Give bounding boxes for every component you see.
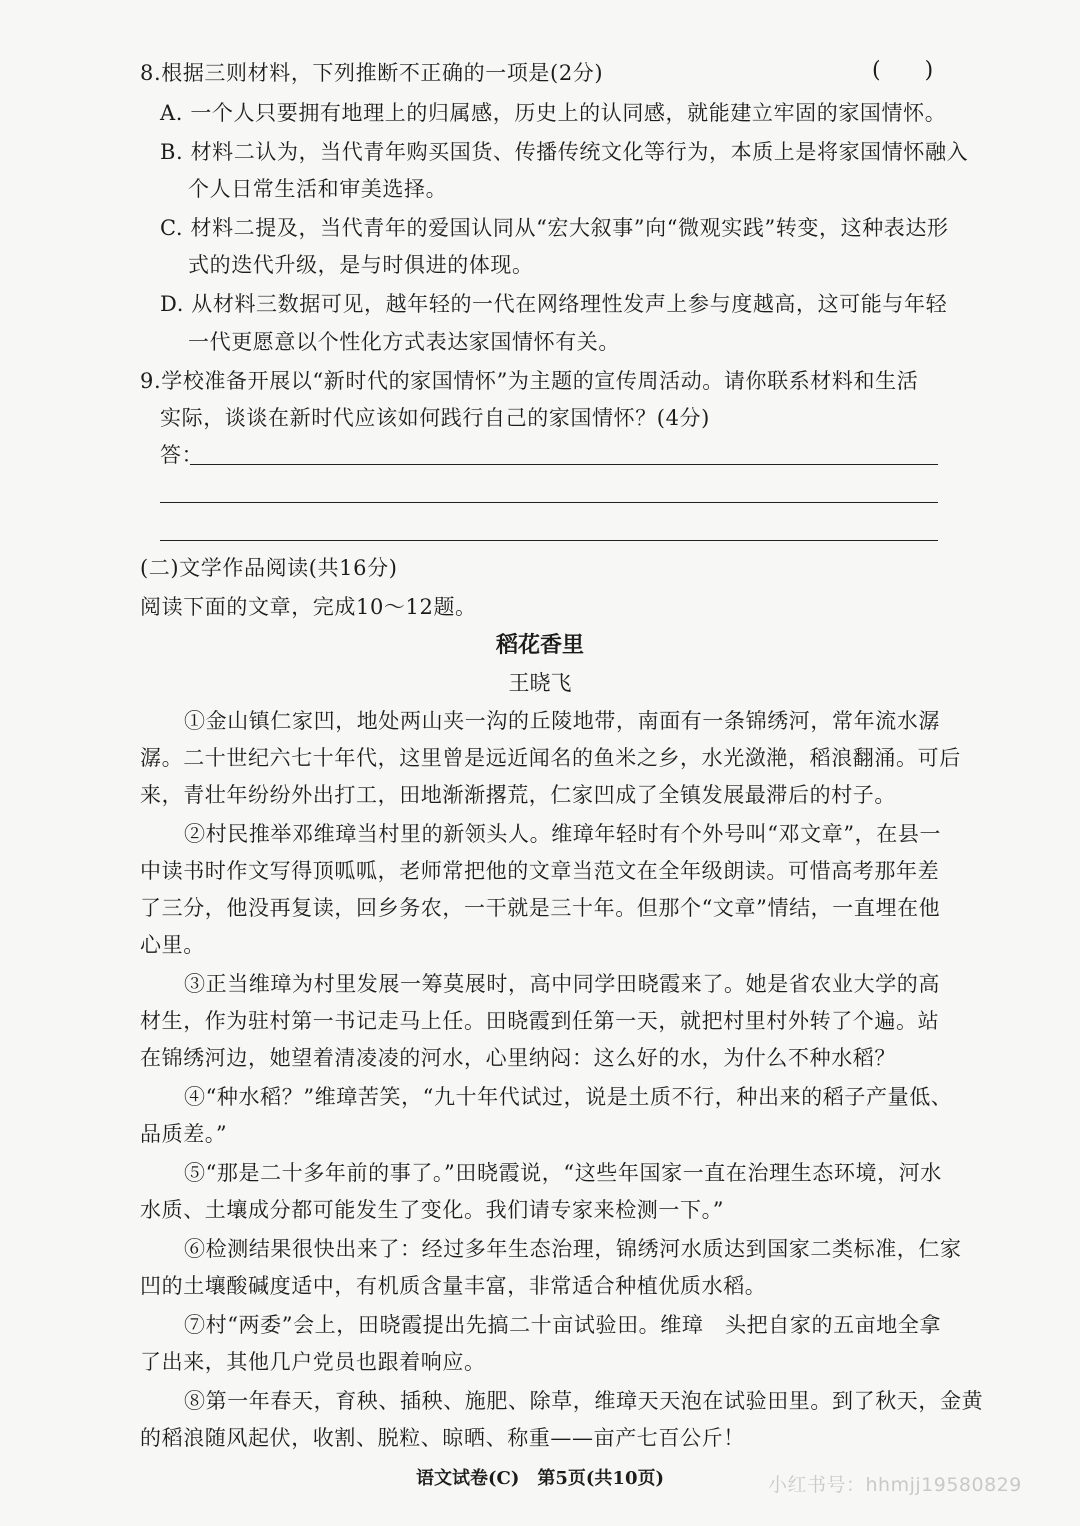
page-footer: 语文试卷(C) 第5页(共10页) <box>416 1468 664 1489</box>
q9-stem-line1: 9.学校准备开展以“新时代的家国情怀”为主题的宣传周活动。请你联系材料和生活 <box>140 369 919 393</box>
article-line: 了出来，其他几户党员也跟着响应。 <box>140 1350 486 1374</box>
answer-line-1[interactable] <box>190 464 938 465</box>
article-line: 水质、土壤成分都可能发生了变化。我们请专家来检测一下。” <box>140 1198 725 1222</box>
q8-option-d-line2: 一代更愿意以个性化方式表达家国情怀有关。 <box>188 330 620 354</box>
article-line: ①金山镇仁家凹，地处两山夹一沟的丘陵地带，南面有一条锦绣河，常年流水潺 <box>184 709 940 733</box>
article-line: ⑦村“两委”会上，田晓霞提出先搞二十亩试验田。维璋 头把自家的五亩地全拿 <box>184 1313 942 1337</box>
q8-option-b-line2: 个人日常生活和审美选择。 <box>188 177 448 201</box>
article-line: 品质差。” <box>140 1122 228 1146</box>
answer-bracket: ( ) <box>872 58 934 83</box>
q9-stem-line2: 实际，谈谈在新时代应该如何践行自己的家国情怀？(4分) <box>160 406 710 430</box>
q8-option-c-line2: 式的迭代升级，是与时俱进的体现。 <box>188 253 534 277</box>
article-line: 凹的土壤酸碱度适中，有机质含量丰富，非常适合种植优质水稻。 <box>140 1274 767 1298</box>
article-line: 材生，作为驻村第一书记走马上任。田晓霞到任第一天，就把村里村外转了个遍。站 <box>140 1009 940 1033</box>
article-line: 在锦绣河边，她望着清凌凌的河水，心里纳闷：这么好的水，为什么不种水稻？ <box>140 1046 896 1070</box>
article-author: 王晓飞 <box>508 671 572 695</box>
article-line: ④“种水稻？”维璋苦笑，“九十年代试过，说是土质不行，种出来的稻子产量低、 <box>184 1085 953 1109</box>
watermark: 小红书号：hhmjj19580829 <box>768 1474 1022 1496</box>
article-title: 稻花香里 <box>495 632 584 658</box>
article-line: 来，青壮年纷纷外出打工，田地渐渐撂荒，仁家凹成了全镇发展最滞后的村子。 <box>140 783 896 807</box>
q8-option-b-line1: B. 材料二认为，当代青年购买国货、传播传统文化等行为，本质上是将家国情怀融入 <box>160 140 969 164</box>
article-line: ⑤“那是二十多年前的事了。”田晓霞说，“这些年国家一直在治理生态环境，河水 <box>184 1161 942 1185</box>
section-instruction: 阅读下面的文章，完成10～12题。 <box>140 595 477 619</box>
article-line: 心里。 <box>140 933 205 957</box>
answer-line-3[interactable] <box>160 540 938 541</box>
article-line: 的稻浪随风起伏，收割、脱粒、晾晒、称重——亩产七百公斤！ <box>140 1426 745 1450</box>
answer-line-2[interactable] <box>160 502 938 503</box>
q8-stem: 8.根据三则材料，下列推断不正确的一项是(2分) <box>140 61 604 85</box>
article-line: 中读书时作文写得顶呱呱，老师常把他的文章当范文在全年级朗读。可惜高考那年差 <box>140 859 940 883</box>
article-line: 潺。二十世纪六七十年代，这里曾是远近闻名的鱼米之乡，水光潋滟，稻浪翻涌。可后 <box>140 746 961 770</box>
answer-label: 答： <box>160 443 204 467</box>
article-line: ②村民推举邓维璋当村里的新领头人。维璋年轻时有个外号叫“邓文章”，在县一 <box>184 822 942 846</box>
article-line: 了三分，他没再复读，回乡务农，一干就是三十年。但那个“文章”情结，一直埋在他 <box>140 896 941 920</box>
article-line: ⑥检测结果很快出来了：经过多年生态治理，锦绣河水质达到国家二类标准，仁家 <box>184 1237 962 1261</box>
q8-option-c-line1: C. 材料二提及，当代青年的爱国认同从“宏大叙事”向“微观实践”转变，这种表达形 <box>160 216 949 240</box>
q8-option-a: A. 一个人只要拥有地理上的归属感，历史上的认同感，就能建立牢固的家国情怀。 <box>160 101 947 125</box>
article-line: ③正当维璋为村里发展一筹莫展时，高中同学田晓霞来了。她是省农业大学的高 <box>184 972 940 996</box>
section-heading: (二)文学作品阅读(共16分) <box>140 556 398 580</box>
article-line: ⑧第一年春天，育秧、插秧、施肥、除草，维璋天天泡在试验田里。到了秋天，金黄 <box>184 1389 984 1413</box>
q8-option-d-line1: D. 从材料三数据可见，越年轻的一代在网络理性发声上参与度越高，这可能与年轻 <box>160 292 948 316</box>
